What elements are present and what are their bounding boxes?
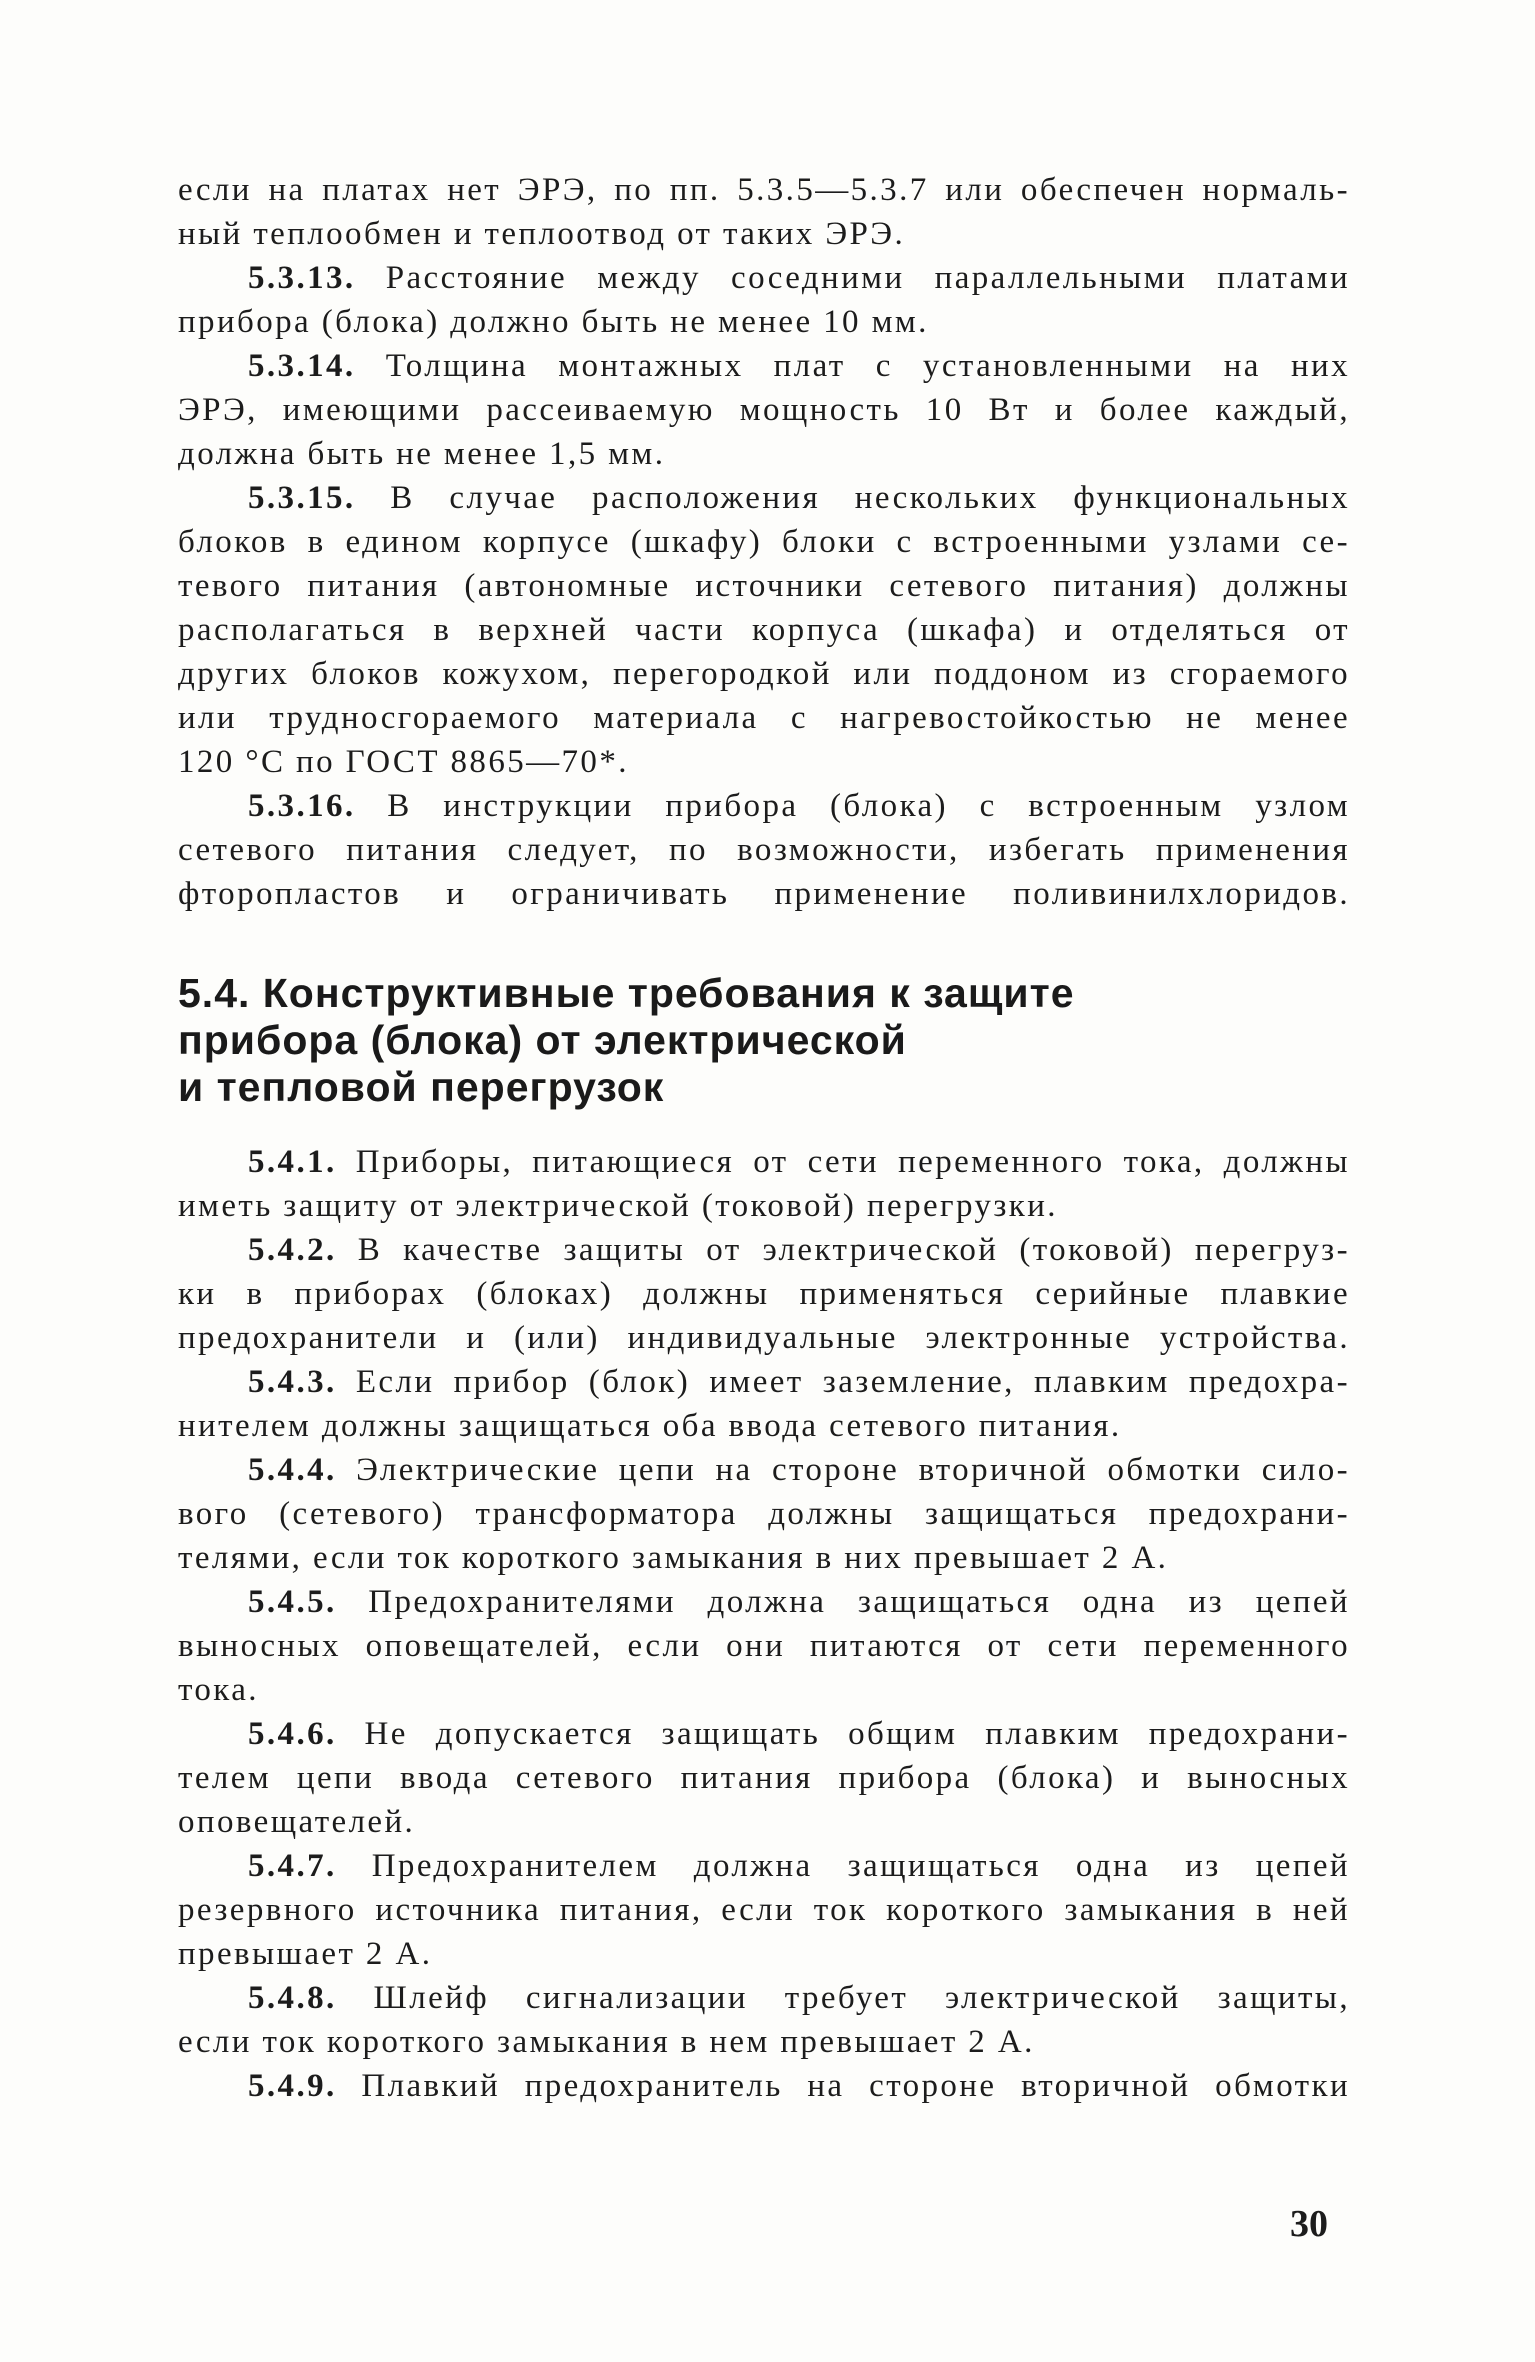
text-line: 120 °С по ГОСТ 8865—70*. xyxy=(178,744,629,780)
text-line: располагаться в верхней части корпуса (шкафа) и отделяться от xyxy=(178,612,1350,648)
text-line: телями, если ток короткого замыкания в них превышает 2 А. xyxy=(178,1540,1169,1576)
text-line: сетевого питания следует, по возможности, избегать применения xyxy=(178,832,1350,868)
text-line: предохранители и (или) индивидуальные электронные устройства. xyxy=(178,1320,1350,1356)
paragraph-5-4-6: 5.4.6. Не допускается защищать общим плавким предохрани- xyxy=(248,1716,1350,1752)
paragraph-5-4-4: 5.4.4. Электрические цепи на стороне вторичной обмотки сило- xyxy=(248,1452,1350,1488)
text-line: должна быть не менее 1,5 мм. xyxy=(178,436,666,472)
heading-line: и тепловой перегрузок xyxy=(178,1064,665,1110)
paragraph-5-4-7: 5.4.7. Предохранителем должна защищаться одна из цепей xyxy=(248,1848,1350,1884)
paragraph-5-4-3: 5.4.3. Если прибор (блок) имеет заземление, плавким предохра- xyxy=(248,1364,1350,1400)
text-line: ЭРЭ, имеющими рассеиваемую мощность 10 Вт и более каждый, xyxy=(178,392,1350,428)
text-line: тевого питания (автономные источники сетевого питания) должны xyxy=(178,568,1350,604)
clause-number: 5.4.6. xyxy=(248,1716,337,1752)
paragraph-5-3-16: 5.3.16. В инструкции прибора (блока) с встроенным узлом xyxy=(248,788,1350,824)
text-line: резервного источника питания, если ток короткого замыкания в ней xyxy=(178,1892,1350,1928)
clause-number: 5.3.13. xyxy=(248,260,356,296)
text-section-5-3 xyxy=(178,168,1350,916)
paragraph-5-3-15: 5.3.15. В случае расположения нескольких функциональных xyxy=(248,480,1350,516)
heading-line: прибора (блока) от электрической xyxy=(178,1017,907,1063)
clause-number: 5.4.8. xyxy=(248,1980,337,2016)
clause-number: 5.4.9. xyxy=(248,2068,337,2104)
paragraph-5-4-1: 5.4.1. Приборы, питающиеся от сети переменного тока, должны xyxy=(248,1144,1350,1180)
page-number: 30 xyxy=(1290,2203,1328,2245)
text-line: фторопластов и ограничивать применение поливинилхлоридов. xyxy=(178,876,1350,912)
clause-number: 5.4.2. xyxy=(248,1232,337,1268)
clause-number: 5.4.1. xyxy=(248,1144,337,1180)
clause-number: 5.4.3. xyxy=(248,1364,337,1400)
text-line: ки в приборах (блоках) должны применяться серийные плавкие xyxy=(178,1276,1350,1312)
paragraph-5-4-5: 5.4.5. Предохранителями должна защищаться одна из цепей xyxy=(248,1584,1350,1620)
clause-number: 5.4.5. xyxy=(248,1584,337,1620)
clause-number: 5.3.14. xyxy=(248,348,356,384)
text-line: оповещателей. xyxy=(178,1804,416,1840)
text-line: телем цепи ввода сетевого питания прибора (блока) и выносных xyxy=(178,1760,1350,1796)
text-line: выносных оповещателей, если они питаются от сети переменного xyxy=(178,1628,1350,1664)
heading-line: 5.4. Конструктивные требования к защите xyxy=(178,970,1075,1016)
text-line: или трудносгораемого материала с нагревостойкостью не менее xyxy=(178,700,1350,736)
text-line: прибора (блока) должно быть не менее 10 мм. xyxy=(178,304,929,340)
text-section-5-4 xyxy=(178,1140,1350,2108)
text-line: превышает 2 А. xyxy=(178,1936,433,1972)
text-line: ный теплообмен и теплоотвод от таких ЭРЭ. xyxy=(178,216,906,252)
text-line: нителем должны защищаться оба ввода сетевого питания. xyxy=(178,1408,1122,1444)
text-line: если ток короткого замыкания в нем превышает 2 А. xyxy=(178,2024,1035,2060)
section-heading-5-4 xyxy=(178,970,1350,1111)
clause-number: 5.4.7. xyxy=(248,1848,337,1884)
paragraph-5-4-8: 5.4.8. Шлейф сигнализации требует электрической защиты, xyxy=(248,1980,1350,2016)
clause-number: 5.3.16. xyxy=(248,788,356,824)
paragraph-5-3-13: 5.3.13. Расстояние между соседними параллельными платами xyxy=(248,260,1350,296)
paragraph-5-4-9: 5.4.9. Плавкий предохранитель на стороне вторичной обмотки xyxy=(248,2068,1350,2104)
text-line: тока. xyxy=(178,1672,259,1708)
paragraph-5-3-14: 5.3.14. Толщина монтажных плат с установленными на них xyxy=(248,348,1350,384)
text-line: если на платах нет ЭРЭ, по пп. 5.3.5—5.3.7 или обеспечен нормаль- xyxy=(178,172,1350,208)
paragraph-5-4-2: 5.4.2. В качестве защиты от электрической (токовой) перегруз- xyxy=(248,1232,1350,1268)
clause-number: 5.3.15. xyxy=(248,480,356,516)
text-line: иметь защиту от электрической (токовой) перегрузки. xyxy=(178,1188,1058,1224)
text-line: других блоков кожухом, перегородкой или поддоном из сгораемого xyxy=(178,656,1350,692)
text-line: блоков в едином корпусе (шкафу) блоки с встроенными узлами се- xyxy=(178,524,1350,560)
clause-number: 5.4.4. xyxy=(248,1452,337,1488)
text-line: вого (сетевого) трансформатора должны защищаться предохрани- xyxy=(178,1496,1350,1532)
